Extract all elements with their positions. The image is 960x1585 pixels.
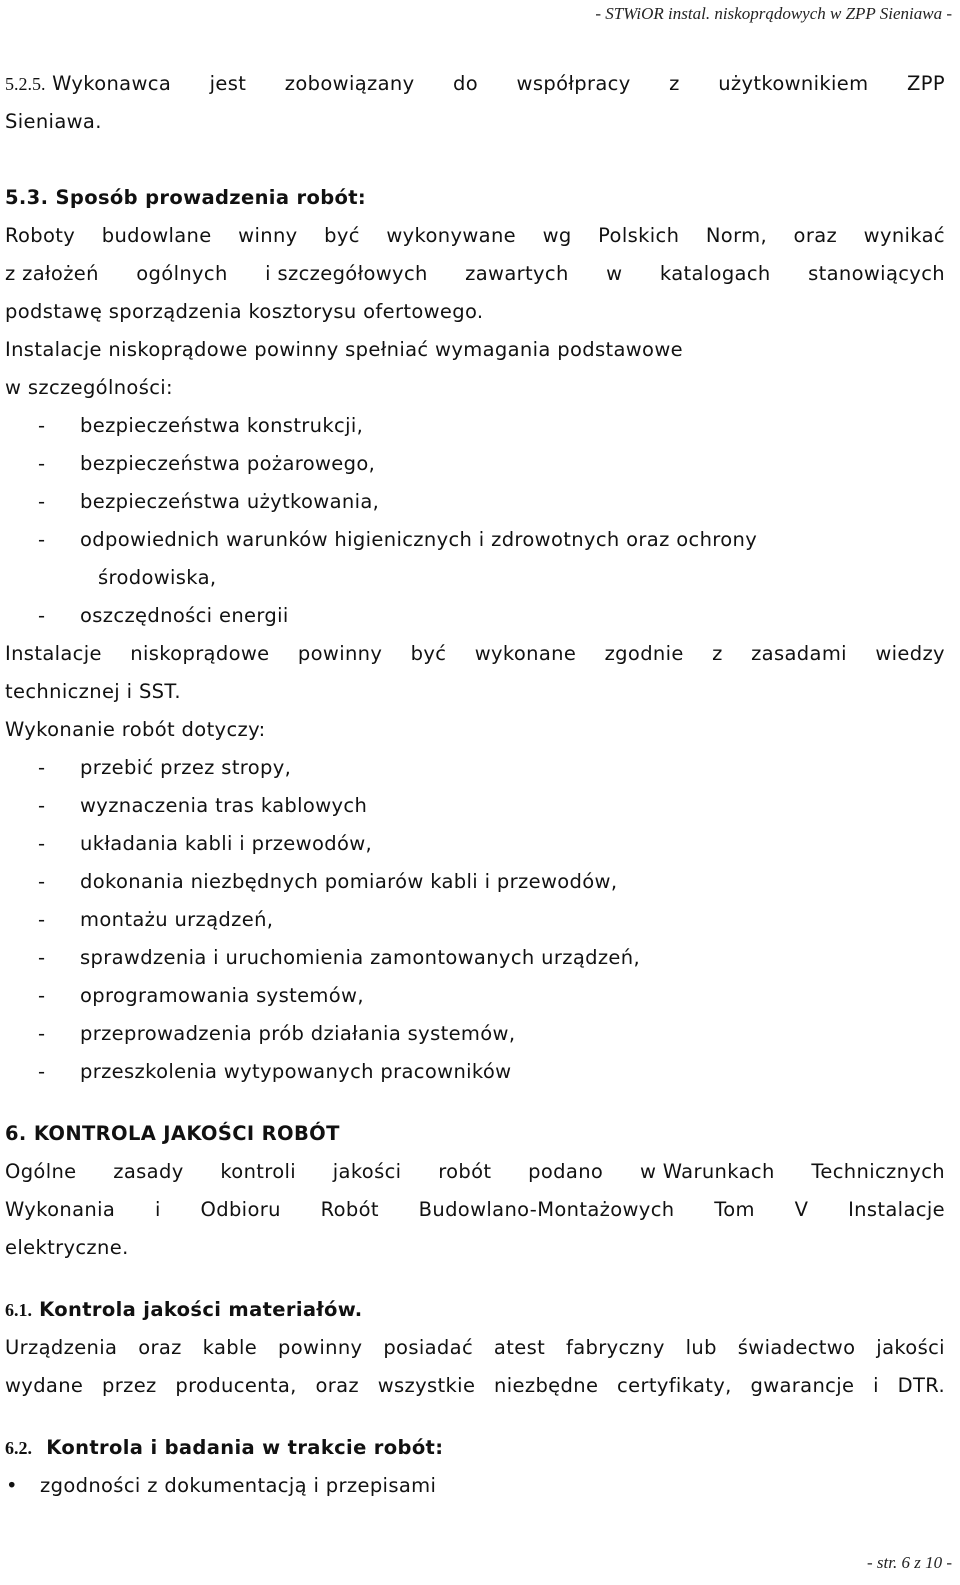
word: producenta, xyxy=(175,1374,297,1397)
list-dash: - xyxy=(38,604,46,627)
word: gwarancje xyxy=(750,1374,855,1397)
word: Norm, xyxy=(705,224,767,247)
list-item: bezpieczeństwa użytkowania, xyxy=(80,490,380,513)
word: i xyxy=(154,1198,161,1221)
list-dash: - xyxy=(38,794,46,817)
word: użytkownikiem xyxy=(718,72,869,95)
word: kontroli xyxy=(220,1160,297,1183)
list-item: montażu urządzeń, xyxy=(80,908,274,931)
list-item: dokonania niezbędnych pomiarów kabli i przewodów, xyxy=(80,870,618,893)
list-item: układania kabli i przewodów, xyxy=(80,832,373,855)
word: być xyxy=(410,642,447,665)
word: budowlane xyxy=(101,224,212,247)
word: zasady xyxy=(113,1160,184,1183)
section-5-2-5-line2: Sieniawa. xyxy=(5,110,102,133)
word: kable xyxy=(202,1336,258,1359)
list-dash: - xyxy=(38,490,46,513)
s61-line2 xyxy=(5,1374,945,1397)
word: zgodnie xyxy=(604,642,684,665)
word: robót xyxy=(438,1160,492,1183)
s61-line1 xyxy=(5,1336,945,1359)
word: Urządzenia xyxy=(5,1336,118,1359)
list-dash: - xyxy=(38,908,46,931)
section-number: 5.2.5. Wykonawca xyxy=(5,72,172,95)
list-item: przebić przez stropy, xyxy=(80,756,292,779)
word: przez xyxy=(102,1374,157,1397)
word: ZPP xyxy=(907,72,945,95)
word: lub xyxy=(685,1336,717,1359)
list-item: odpowiednich warunków higienicznych i zdrowotnych oraz ochrony xyxy=(80,528,758,551)
list-dash: - xyxy=(38,946,46,969)
word: i xyxy=(873,1374,879,1397)
list-dash: - xyxy=(38,1060,46,1083)
list-item: oprogramowania systemów, xyxy=(80,984,364,1007)
page-footer: - str. 6 z 10 - xyxy=(866,1553,952,1572)
p1-line2 xyxy=(5,262,945,285)
p4: Wykonanie robót dotyczy: xyxy=(5,718,266,741)
word: V xyxy=(794,1198,809,1221)
p3-line2: technicznej i SST. xyxy=(5,680,181,703)
running-header: - STWiOR instal. niskoprądowych w ZPP Sieniawa - xyxy=(595,4,952,23)
word: wg xyxy=(542,224,572,247)
word: Ogólne xyxy=(5,1160,77,1183)
word: jest xyxy=(209,72,247,95)
word: posiadać xyxy=(383,1336,474,1359)
word: być xyxy=(324,224,360,247)
section-number: 6.1. xyxy=(5,1300,32,1320)
section-5-3-heading: 5.3. Sposób prowadzenia robót: xyxy=(5,186,367,209)
word: wykonywane xyxy=(386,224,517,247)
word: Roboty xyxy=(5,224,76,247)
word: Wykonania xyxy=(5,1198,116,1221)
word: oraz xyxy=(138,1336,182,1359)
word: ogólnych xyxy=(136,262,228,285)
p2-line1: Instalacje niskoprądowe powinny spełniać wymagania podstawowe xyxy=(5,338,683,361)
list-dash: - xyxy=(38,832,46,855)
word: jakości xyxy=(876,1336,945,1359)
word: z xyxy=(712,642,723,665)
list-dash: - xyxy=(38,1022,46,1045)
list-item: wyznaczenia tras kablowych xyxy=(80,794,368,817)
word: niezbędne xyxy=(494,1374,599,1397)
word: wiedzy xyxy=(875,642,945,665)
p2-line2: w szczególności: xyxy=(5,376,173,399)
word: wynikać xyxy=(863,224,945,247)
word: atest xyxy=(493,1336,546,1359)
list-item: bezpieczeństwa konstrukcji, xyxy=(80,414,364,437)
word: Technicznych xyxy=(811,1160,945,1183)
list-item: zgodności z dokumentacją i przepisami xyxy=(40,1474,437,1497)
word: zasadami xyxy=(751,642,847,665)
word: do xyxy=(453,72,479,95)
s6-line3: elektryczne. xyxy=(5,1236,129,1259)
word: katalogach xyxy=(659,262,771,285)
word: certyfikaty, xyxy=(617,1374,732,1397)
word: wydane xyxy=(5,1374,84,1397)
list-dash: - xyxy=(38,984,46,1007)
section-6-2-heading xyxy=(5,1436,443,1459)
word: z założeń xyxy=(5,262,99,285)
word: świadectwo xyxy=(737,1336,856,1359)
section-title: Kontrola i badania w trakcie robót: xyxy=(46,1436,444,1459)
word: powinny xyxy=(297,642,383,665)
word: powinny xyxy=(278,1336,363,1359)
section-5-2-5-line1 xyxy=(5,72,945,95)
list-item: oszczędności energii xyxy=(80,604,289,627)
word: zobowiązany xyxy=(284,72,415,95)
list-dash: - xyxy=(38,756,46,779)
section-title: Kontrola jakości materiałów. xyxy=(39,1298,363,1321)
p1-line3: podstawę sporządzenia kosztorysu ofertowego. xyxy=(5,300,484,323)
word: podano xyxy=(528,1160,604,1183)
list-dash: - xyxy=(38,452,46,475)
list-item: bezpieczeństwa pożarowego, xyxy=(80,452,376,475)
word: winny xyxy=(238,224,298,247)
section-6-1-heading xyxy=(5,1298,363,1321)
word: Odbioru xyxy=(200,1198,281,1221)
word: oraz xyxy=(315,1374,360,1397)
word: z xyxy=(669,72,680,95)
word: DTR. xyxy=(897,1374,945,1397)
word: wykonane xyxy=(474,642,577,665)
list-dash: - xyxy=(38,870,46,893)
word: w xyxy=(606,262,623,285)
list-dash: - xyxy=(38,528,46,551)
list-item: przeprowadzenia prób działania systemów, xyxy=(80,1022,516,1045)
list-item: przeszkolenia wytypowanych pracowników xyxy=(80,1060,512,1083)
word: niskoprądowe xyxy=(130,642,270,665)
word: oraz xyxy=(793,224,838,247)
word: i szczegółowych xyxy=(265,262,428,285)
word: Polskich xyxy=(598,224,680,247)
p1-line1 xyxy=(5,224,945,247)
word: współpracy xyxy=(516,72,631,95)
word: jakości xyxy=(332,1160,402,1183)
word: stanowiących xyxy=(808,262,945,285)
p3-line1 xyxy=(5,642,945,665)
word: Budowlano-Montażowych xyxy=(418,1198,675,1221)
section-6-heading: 6. KONTROLA JAKOŚCI ROBÓT xyxy=(5,1122,340,1145)
s6-line2 xyxy=(5,1198,945,1221)
word: zawartych xyxy=(465,262,569,285)
word: w Warunkach xyxy=(639,1160,775,1183)
list-item: sprawdzenia i uruchomienia zamontowanych urządzeń, xyxy=(80,946,641,969)
word: Instalacje xyxy=(5,642,102,665)
s6-line1 xyxy=(5,1160,945,1183)
list-item-continuation: środowiska, xyxy=(98,566,217,589)
word: fabryczny xyxy=(565,1336,665,1359)
word: Robót xyxy=(320,1198,379,1221)
word: Instalacje xyxy=(848,1198,945,1221)
bullet-icon: • xyxy=(6,1474,18,1497)
list-dash: - xyxy=(38,414,46,437)
word: wszystkie xyxy=(377,1374,476,1397)
section-number: 6.2. xyxy=(5,1438,32,1458)
word: Tom xyxy=(714,1198,755,1221)
